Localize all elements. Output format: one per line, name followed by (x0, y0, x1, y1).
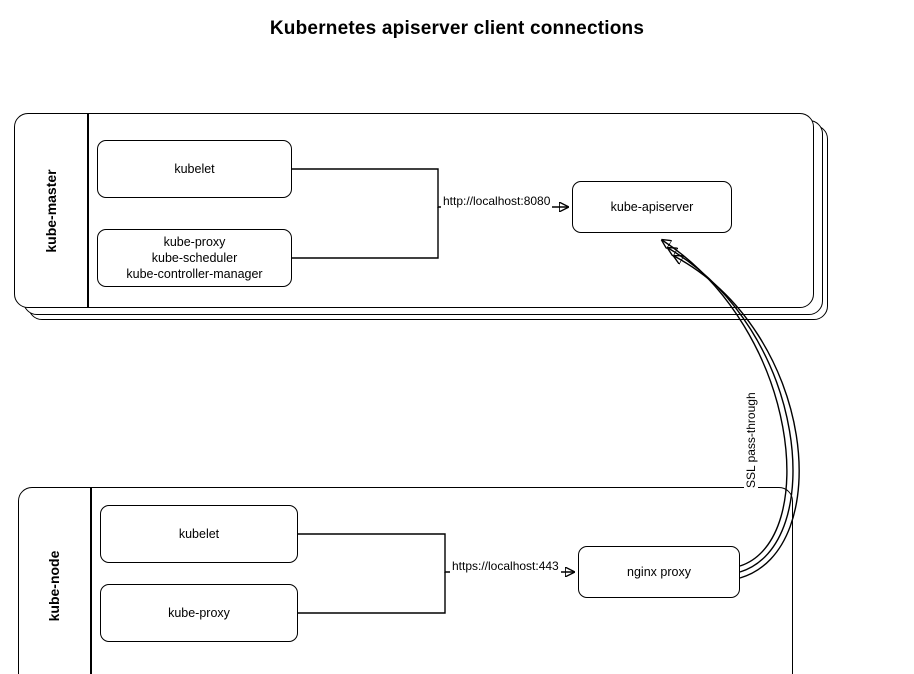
box-master-components (97, 229, 292, 287)
box-nginx-proxy (578, 546, 740, 598)
box-kube-apiserver-label: kube-apiserver (610, 200, 694, 214)
box-nginx-proxy-label: nginx proxy (627, 565, 691, 579)
kube-node-divider (90, 487, 92, 674)
edge-label-node-https: https://localhost:443 (452, 559, 559, 573)
box-kube-apiserver (572, 181, 732, 233)
box-node-kubelet (100, 505, 298, 563)
box-node-kubelet-label: kubelet (178, 527, 220, 541)
box-master-kubelet-label: kubelet (174, 162, 215, 176)
group-label-kube-master: kube-master (43, 169, 59, 253)
group-label-kube-node: kube-node (46, 550, 62, 622)
box-master-kubelet (97, 140, 292, 198)
box-master-components-line3: kube-controller-manager (126, 267, 263, 281)
kube-master-divider (87, 113, 89, 308)
box-node-kube-proxy-label: kube-proxy (168, 606, 230, 620)
box-master-components-line2: kube-scheduler (151, 251, 238, 265)
box-node-kube-proxy (100, 584, 298, 642)
edge-label-ssl-pass-through: SSL pass-through (744, 392, 758, 488)
box-master-components-line1: kube-proxy (163, 235, 226, 249)
edge-label-master-http: http://localhost:8080 (443, 194, 551, 208)
page-title: Kubernetes apiserver client connections (269, 18, 645, 39)
